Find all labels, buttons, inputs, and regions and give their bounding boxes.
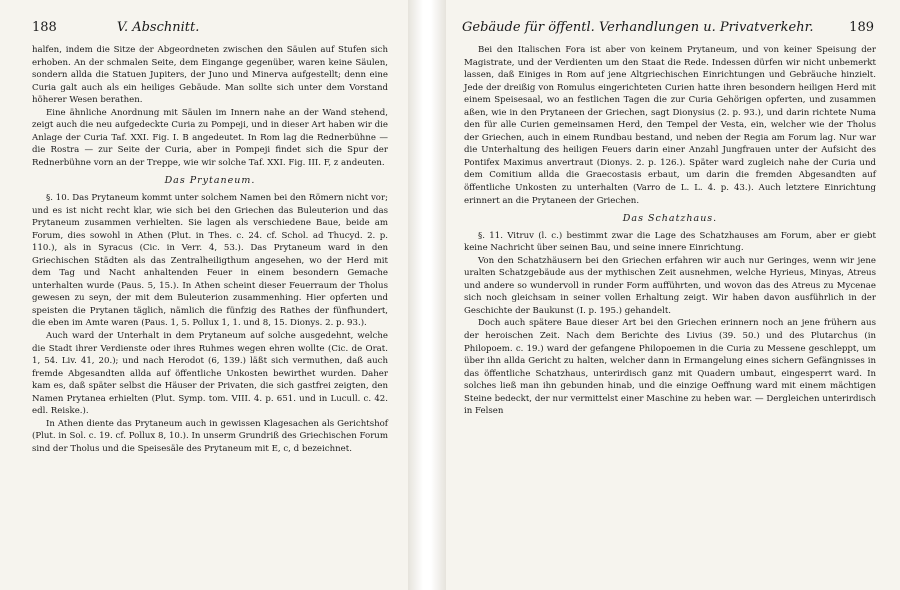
- book-gutter: [408, 0, 446, 590]
- left-page: [0, 0, 408, 590]
- section-heading-schatzhaus: Das Schatzhaus.: [622, 213, 718, 225]
- paragraph: Bei den Italischen Fora ist aber von keinem Prytaneum, und von keiner Speisung der Magistrate, und der Verdienten um den Staat die Rede. Indessen dürfen wir nicht unbemerkt lassen, daß Einiges in Rom auf jene Altgriechischen Einrichtungen und Gebräuche hinzielt. Jede der dreißig von Romulus eingerichteten Curien hatte ihren besondern heiligen Herd mit einem Speisesaal, wo an festlichen Tagen die zur Curia Gehörigen opferten, und zusammen aßen, wie in den Prytaneen der Griechen, sagt Dionysius (2. p. 93.), und darin richtete Numa den für alle Curien gemeinsamen Herd, den Tempel der Vesta, ein, welcher wie der Tholus der Griechen, auch in einem Rundbau bestand, und neben der Regia am Forum lag. Nur war die Unterhaltung des heiligen Feuers darin einer Anzahl Jungfrauen unter der Aufsicht des Pontifex Maximus anvertraut (Dionys. 2. p. 126.). Später ward zugleich nahe der Curia und dem Comitium allda die Graecostasis erbaut, um darin die fremden Abgesandten auf öffentliche Unkosten zu unterhalten (Varro de L. L. 4. p. 43.). Auch letztere Einrichtung erinnert an die Prytaneen der Griechen.: [464, 45, 876, 206]
- paragraph: Von den Schatzhäusern bei den Griechen erfahren wir auch nur Geringes, wenn wir jene uralten Schatzgebäude aus der mythischen Zeit ausnehmen, welche Hyrieus, Minyas, Atreus und andere so wundervoll in runder Form aufführten, und wovon das des Atreus zu Mycenae sich noch gleichsam in seiner vollen Erhaltung zeigt. Wir haben davon ausführlich in der Geschichte der Baukunst (I. p. 195.) gehandelt.: [464, 255, 876, 316]
- right-page-body: [464, 44, 876, 418]
- paragraph: Eine ähnliche Anordnung mit Säulen im Innern nahe an der Wand stehend, zeigt auch die neu aufgedeckte Curia zu Pompeji, und in dieser Art haben wir die Anlage der Curia Taf. XXI. Fig. I. B angedeutet. In Rom lag die Rednerbühne — die Rostra — zur Seite der Curia, aber in Pompeji findet sich die Spur der Rednerbühne vorn an der Treppe, wie wir solche Taf. XXI. Fig. III. F, z andeuten.: [32, 107, 388, 168]
- left-running-title: V. Abschnitt.: [116, 20, 200, 35]
- paragraph: Auch ward der Unterhalt in dem Prytaneum auf solche ausgedehnt, welche die Stadt ihrer Verdienste oder ihres Ruhmes wegen ehren wollte (Cic. de Orat. 1, 54. Liv. 41, 20.); und nach Herodot (6, 139.) läßt sich vermuthen, daß auch fremde Abgesandten allda auf öffentliche Unkosten bewirthet wurden. Daher kam es, daß später selbst die Häuser der Privaten, die sich gastfrei zeigten, den Namen Prytanea erhielten (Plut. Symp. tom. VIII. 4. p. 651. und in Lucull. c. 42. edl. Reiske.).: [32, 331, 388, 417]
- right-page: [446, 0, 900, 590]
- paragraph: §. 11. Vitruv (l. c.) bestimmt zwar die Lage des Schatzhauses am Forum, aber er giebt keine Nachricht über seinen Bau, und seine innere Einrichtung.: [464, 230, 876, 254]
- section-heading-prytaneum: Das Prytaneum.: [164, 175, 256, 187]
- left-page-body: [32, 44, 388, 456]
- paragraph: Doch auch spätere Baue dieser Art bei den Griechen erinnern noch an jene frühern aus der heroischen Zeit. Nach dem Berichte des Livius (39. 50.) und des Plutarchus (in Philopoem. c. 19.) ward der gefangene Philopoemen in die Curia zu Messene geschleppt, um über ihn allda Gericht zu halten, welcher dann in Ermangelung eines sichern Gefängnisses in das öffentliche Schatzhaus, unterirdisch ganz mit Quadern umbaut, eingesperrt ward. In solches ließ man ihn gebunden hinab, und die einzige Oeffnung ward mit einem mächtigen Steine bedeckt, der nur vermittelst einer Maschine zu heben war. — Dergleichen unterirdisch in Felsen: [464, 318, 876, 417]
- paragraph: In Athen diente das Prytaneum auch in gewissen Klagesachen als Gerichtshof (Plut. in Sol. c. 19. cf. Pollux 8, 10.). In unserm Grundriß des Griechischen Forum sind der Tholus und die Speisesäle des Prytaneum mit E, c, d bezeichnet.: [32, 418, 388, 454]
- left-page-header: [32, 20, 388, 42]
- paragraph: §. 10. Das Prytaneum kommt unter solchem Namen bei den Römern nicht vor; und es ist nicht recht klar, wie sich bei den Griechen das Buleuterion und das Prytaneum zusammen verhielten. Sie lagen als verschiedene Baue, beide am Forum, dies sowohl in Athen (Plut. in Thes. c. 24. cf. Schol. ad Thucyd. 2. p. 110.), als in Syracus (Cic. in Verr. 4, 53.). Das Prytaneum ward in den Griechischen Städten als das Zentralheiligthum angesehen, wo der Herd mit dem Tag und Nacht anhaltenden Feuer in einem besondern Gemache unterhalten wurde (Paus. 5, 15.). In Athen scheint dieser Feuerraum der Tholus gewesen zu seyn, der mit dem Buleuterion zusammenhing. Hier opferten und speisten die Prytanen täglich, nämlich die fünfzig des Rathes der fünfhundert, die eben im Amte waren (Paus. 1, 5. Pollux 1, 1. und 8, 15. Dionys. 2. p. 93.).: [32, 193, 388, 329]
- paragraph: halfen, indem die Sitze der Abgeordneten zwischen den Säulen auf Stufen sich erhoben. An der schmalen Seite, dem Eingange gegenüber, waren keine Säulen, sondern allda die Statuen Jupiters, der Juno und Minerva aufgestellt; denn eine Curia galt auch als ein heiliges Gebäude. Man sollte sich unter dem Vorstand höherer Wesen berathen.: [32, 45, 388, 106]
- right-page-number: 189: [849, 20, 874, 35]
- right-running-title: Gebäude für öffentl. Verhandlungen u. Privatverkehr.: [462, 20, 814, 35]
- left-page-number: 188: [32, 20, 57, 35]
- right-page-header: [462, 20, 874, 42]
